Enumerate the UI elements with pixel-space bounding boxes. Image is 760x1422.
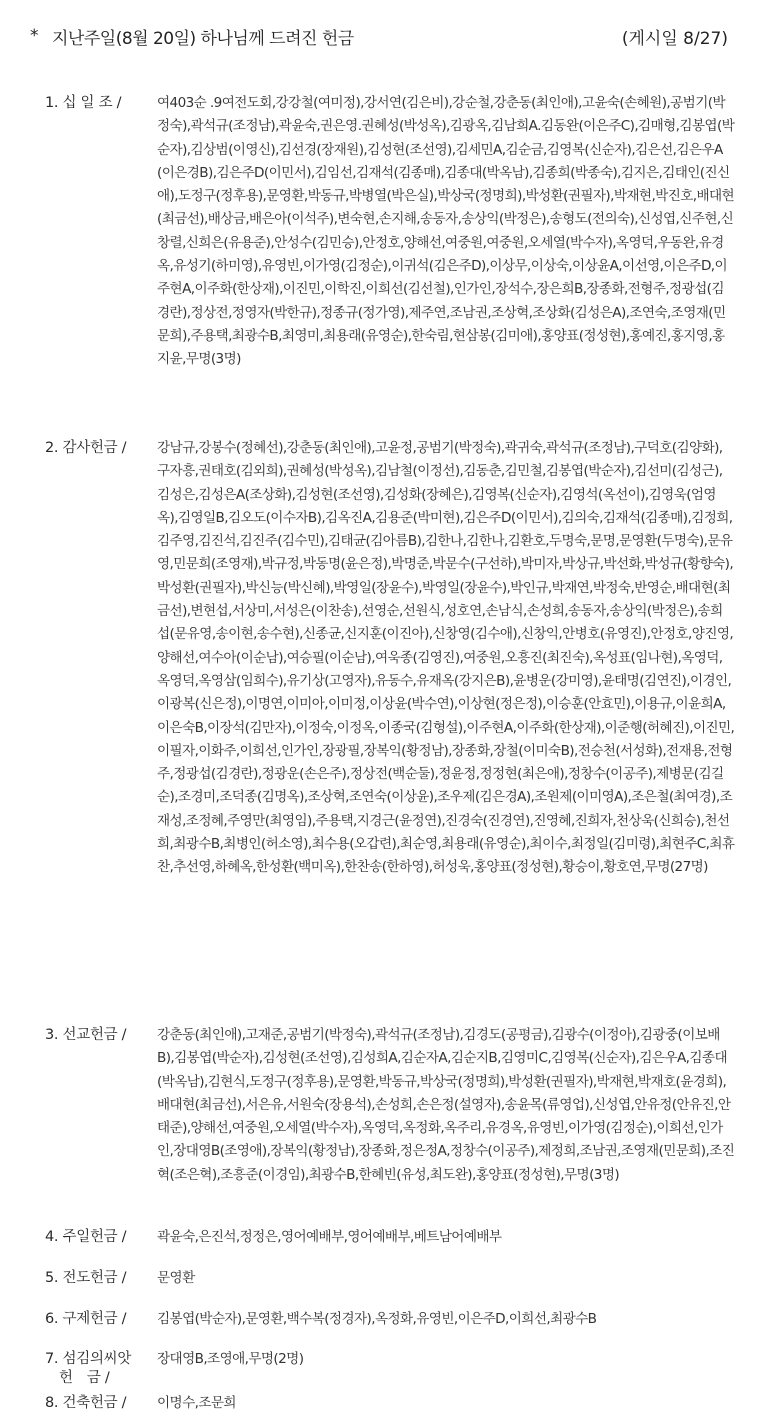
offering-names: 강남규,강봉수(정혜선),강춘동(최인애),고윤정,공범기(박정숙),곽귀숙,곽석규(조정남),구덕호(김양화),구자흥,권태호(김외희),권혜성(박성옥),김남철(이정선),김동춘,김민철,김봉엽(박순자),김선미(김성근),김성은,김성은A(조상화),김성현(조선영),김성화(장혜은),김영복(신순자),김영석(옥선이),김영욱(엄영옥),김영일B,김오도(이수자B),김옥진A,김용준(박미현),김은주D(이민서),김의숙,김재석(김종매),김정희,김주영,김진석,김진주(김수민),김태균(김아름B),김한나,김한나,김환호,두명숙,문명,문영환(두명숙),문유영,민문희(조영재),박규정,박동명(윤은정),박명준,박문수(구선하),박미자,박상규,박선화,박성규(황향숙),박성환(권필자),박신능(박신혜),박영일(장윤수),박영일(장윤수),박인규,박재연,박정숙,반영순,배대현(최금선),변현섭,서상미,서성은(이찬송),선영순,선원식,성호연,손남식,손성희,송동자,송상익(박정은),송희섭(문유영,송이현,송수현),신종균,신지훈(이진아),신창영(김수애),신창익,안병호(유영진),안정호,양진영,양해선,여수아(이순남),여승필(이순남),여욱종(김영진),여중원,오흥진(최진숙),옥성표(임나현),옥영덕,옥영덕,옥영삼(임희수),유기상(고영자),유동수,유재옥(강지은B),윤병운(강미영),윤태명(김연진),이경인,이광복(신은정),이명연,이미아,이미정,이상윤(박수연),이상현(정은정),이승훈(안효민),이용규,이윤희A,이은숙B,이장석(김만자),이정숙,이정옥,이종국(김형설),이주현A,이주화(한상재),이준행(허혜진),이진민,이필자,이화주,이희선,인가인,장광필,장복익(황정남),장종화,장철(이미숙B),전승천(서성화),전재용,전형주,정광섭(김경란),정광운(손은주),정상전(백순둘),정윤정,정정현(최은애),정창수(이공주),제병문(김길순),조경미,조덕종(김명옥),조상혁,조연숙(이상윤),조우제(김은경A),조원제(이미영A),조은철(최여경),조재성,조정혜,주영만(최영임),주용택,지경근(윤정연),진경숙(진경연),진영혜,진희자,천상욱(신희승),천선희,최광수B,최병인(허소영),최수용(오갑련),최순영,최용래(유영순),최이수,최정일(김미령),최현주C,최휴찬,추선영,하혜옥,한성환(백미옥),한찬송(한하영),허성욱,홍양표(정성현),황승이,황호연,무명(27명) bbox=[157, 440, 735, 876]
offering-mission bbox=[45, 1024, 735, 1226]
offering-label: 1. 십 일 조 / bbox=[45, 95, 122, 111]
offering-list bbox=[45, 92, 735, 1422]
offering-label: 8. 건축헌금 / bbox=[45, 1395, 127, 1411]
offering-building bbox=[45, 1392, 735, 1422]
offering-label: 2. 감사헌금 / bbox=[45, 440, 127, 456]
offering-label-line2: 헌 금 / bbox=[59, 1370, 110, 1386]
offering-tithe bbox=[45, 92, 735, 437]
offering-service-seed bbox=[45, 1350, 735, 1392]
offering-label bbox=[45, 1350, 157, 1392]
offering-relief bbox=[45, 1308, 735, 1350]
offering-thanks bbox=[45, 437, 735, 1024]
header bbox=[30, 24, 730, 48]
offering-label: 5. 전도헌금 / bbox=[45, 1270, 127, 1286]
offering-names: 여403순 .9여전도회,강강철(여미정),강서연(김은비),강순철,강춘동(최인애),고윤숙(손혜원),공범기(박정숙),곽석규(조정남),곽윤숙,권은영.권혜성(박성옥),김광옥,김남희A.김동완(이은주C),김매형,김봉엽(박순자),김상범(이영신),김선경(장재원),김성현(조선영),김세민A,김순금,김영복(신순자),김은선,김은우A(이은경B),김은주D(이민서),김임선,김재석(김종매),김종대(박옥남),김종희(박종숙),김지은,김태인(진신애),도정구(정후용),문영환,박동규,박병열(박은실),박상국(정명희),박성환(권필자),박재현,박진호,배대현(최금선),배상금,배은아(이석주),변숙현,손지해,송동자,송상익(박정은),송형도(전의숙),신성엽,신주현,신창렬,신희은(유용준),안성수(김민승),안정호,양해선,여중원,여중원,오세열(박수자),옥영덕,우동완,유경옥,유성기(하미영),유영빈,이가영(김정순),이귀석(김은주D),이상무,이상숙,이상윤A,이선영,이은주D,이주현A,이주화(한상재),이진민,이학진,이희선(김선철),인가인,장석수,장은희B,장종화,전형주,정광섭(김경란),정상전,정영자(박한규),정종규(정가영),제주연,조남권,조상혁,조상화(김성은A),조연숙,조영재(민문희),주용택,최광수B,최영미,최용래(유영순),한숙림,현삼봉(김미애),홍양표(정성현),홍예진,홍지영,홍지윤,무명(3명) bbox=[157, 95, 735, 368]
offering-label: 3. 선교헌금 / bbox=[45, 1027, 127, 1043]
offering-names: 문영환 bbox=[157, 1270, 195, 1286]
offering-names: 장대영B,조영애,무명(2명) bbox=[157, 1351, 304, 1367]
offering-label: 6. 구제헌금 / bbox=[45, 1311, 127, 1327]
offering-names: 곽윤숙,은진석,정정은,영어예배부,영어예배부,베트남어예배부 bbox=[157, 1229, 502, 1245]
offering-names: 강춘동(최인애),고재준,공범기(박정숙),곽석규(조정남),김경도(공평금),김광수(이정아),김광중(이보배B),김봉엽(박순자),김성현(조선영),김성희A,김순자A,김순지B,김영미C,김영복(신순자),김은우A,김종대(박옥남),김현식,도정구(정후용),문영환,박동규,박상국(정명희),박성환(권필자),박재현,박재호(윤경희),배대현(최금선),서은유,서원숙(장용석),손성희,손은정(설영자),송윤목(류영업),신성엽,안유정(안유진,안태준),양해선,여중원,오세열(박수자),옥영덕,옥정화,옥주리,유경옥,유영빈,이가영(김정순),이희선,인가인,장대영B(조영애),장복익(황정남),장종화,정은정A,정창수(이공주),제정희,조남권,조영재(민문희),조진혁(조은혁),조흥준(이경임),최광수B,한혜빈(유성,최도완),홍양표(정성현),무명(3명) bbox=[157, 1027, 735, 1183]
offering-label: 4. 주일헌금 / bbox=[45, 1229, 127, 1245]
offering-label-line1: 7. 섬김의씨앗 bbox=[45, 1351, 132, 1367]
offering-names: 김봉엽(박순자),문영환,백수복(정경자),옥정화,유영빈,이은주D,이희선,최광수B bbox=[157, 1311, 597, 1327]
offering-names: 이명수,조문희 bbox=[157, 1395, 236, 1411]
header-bullet: * bbox=[30, 26, 39, 46]
post-date: (게시일 8/27) bbox=[621, 29, 728, 49]
offering-evangelism bbox=[45, 1267, 735, 1308]
page-title: 지난주일(8월 20일) 하나님께 드려진 헌금 bbox=[52, 29, 354, 49]
offering-sunday bbox=[45, 1226, 735, 1267]
